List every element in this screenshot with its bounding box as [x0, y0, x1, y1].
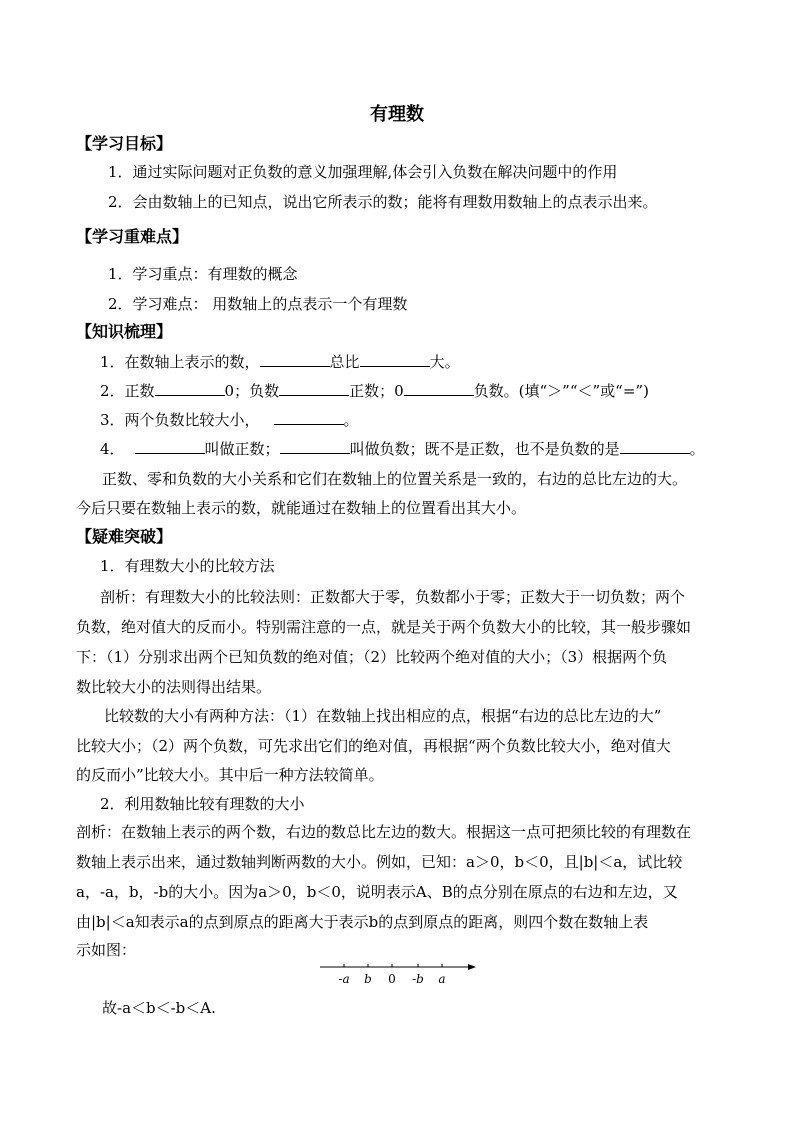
analysis-3-line-4: 由|b|＜a知表示a的点到原点的距离大于表示b的点到原点的距离，则四个数在数轴上表: [76, 913, 649, 931]
knowledge-question-4: [100, 439, 705, 459]
fill-blank[interactable]: [260, 352, 330, 367]
q2-text-b: 0；负数: [224, 382, 280, 400]
section-heading-knowledge: 【知识梳理】: [76, 322, 173, 341]
axis-label-a: a: [438, 972, 446, 986]
knowledge-paragraph-line-2: 今后只要在数轴上表示的数，就能通过在数轴上的位置看出其大小。: [76, 499, 527, 517]
q2-text-c: 正数；0: [349, 382, 404, 400]
axis-label-origin: 0: [388, 972, 396, 986]
subsection-title-2: 2．利用数轴比较有理数的大小: [100, 795, 305, 813]
q2-text-a: 2．正数: [100, 382, 155, 400]
page-title: 有理数: [370, 104, 424, 125]
knowledge-question-2: [100, 381, 649, 401]
analysis-3-line-5: 示如图：: [76, 941, 137, 959]
conclusion-line: 故-a＜b＜-b＜A.: [102, 999, 216, 1017]
knowledge-paragraph-line-1: 正数、零和负数的大小关系和它们在数轴上的位置关系是一致的，右边的总比左边的大。: [102, 470, 688, 488]
analysis-1-line-4: 数比较大小的法则得出结果。: [76, 678, 272, 696]
analysis-2-line-2: 比较大小；（2）两个负数，可先求出它们的绝对值，再根据“两个负数比较大小，绝对值大: [76, 737, 671, 755]
key-point-item-2: 2．学习难点： 用数轴上的点表示一个有理数: [108, 295, 408, 313]
axis-label-neg-b: -b: [412, 972, 424, 986]
analysis-3-line-3: a，-a，b，-b的大小。因为a＞0，b＜0，说明表示A、B的点分别在原点的右边和左边，又: [76, 883, 678, 901]
analysis-2-line-3: 的反而小”比较大小。其中后一种方法较简单。: [76, 766, 384, 784]
section-heading-key-points: 【学习重难点】: [76, 227, 189, 246]
fill-blank[interactable]: [155, 381, 225, 396]
fill-blank[interactable]: [620, 439, 690, 454]
section-heading-goals: 【学习目标】: [76, 134, 173, 153]
analysis-1-line-3: 下：（1）分别求出两个已知负数的绝对值；（2）比较两个绝对值的大小；（3）根据两个负: [76, 648, 668, 666]
analysis-3-line-2: 数轴上表示出来，通过数轴判断两数的大小。例如，已知：a＞0，b＜0，且|b|＜a，试比较: [76, 853, 683, 871]
axis-label-b: b: [364, 972, 372, 986]
q4-text-d: 。: [689, 440, 705, 458]
arrow-right-icon: [468, 964, 476, 970]
q4-text-b: 叫做正数；: [204, 440, 280, 458]
q3-text-b: 。: [343, 411, 359, 429]
fill-blank[interactable]: [360, 352, 430, 367]
knowledge-question-1: [100, 352, 460, 372]
q1-text-a: 1．在数轴上表示的数，: [100, 353, 260, 371]
q3-text-a: 3．两个负数比较大小，: [100, 411, 260, 429]
analysis-2-line-1: 比较数的大小有两种方法：（1）在数轴上找出相应的点，根据“右边的总比左边的大”: [104, 707, 662, 725]
goal-item-2: 2．会由数轴上的已知点，说出它所表示的数；能将有理数用数轴上的点表示出来。: [108, 193, 658, 211]
q4-text-c: 叫做负数；既不是正数，也不是负数的是: [349, 440, 620, 458]
analysis-3-line-1: 剖析：在数轴上表示的两个数，右边的数总比左边的数大。根据这一点可把须比较的有理数在: [76, 823, 692, 841]
q1-text-c: 大。: [429, 353, 460, 371]
analysis-1-line-2: 负数，绝对值大的反而小。特别需注意的一点，就是关于两个负数大小的比较，其一般步骤如: [76, 618, 692, 636]
key-point-item-1: 1．学习重点：有理数的概念: [108, 265, 298, 283]
q2-text-d: 负数。(填“＞”“＜”或“=”): [473, 382, 649, 400]
subsection-title-1: 1．有理数大小的比较方法: [100, 557, 275, 575]
fill-blank[interactable]: [135, 439, 205, 454]
analysis-1-line-1: 剖析：有理数大小的比较法则：正数都大于零，负数都小于零；正数大于一切负数；两个: [100, 588, 686, 606]
fill-blank[interactable]: [404, 381, 474, 396]
knowledge-question-3: [100, 410, 359, 430]
number-line-figure: [318, 960, 478, 990]
q4-text-a: 4．: [100, 440, 125, 458]
goal-item-1: 1．通过实际问题对正负数的意义加强理解,体会引入负数在解决问题中的作用: [108, 163, 618, 181]
fill-blank[interactable]: [279, 381, 349, 396]
axis-label-neg-a: -a: [338, 972, 350, 986]
section-heading-difficulties: 【疑难突破】: [76, 527, 173, 546]
q1-text-b: 总比: [329, 353, 360, 371]
fill-blank[interactable]: [274, 410, 344, 425]
fill-blank[interactable]: [280, 439, 350, 454]
